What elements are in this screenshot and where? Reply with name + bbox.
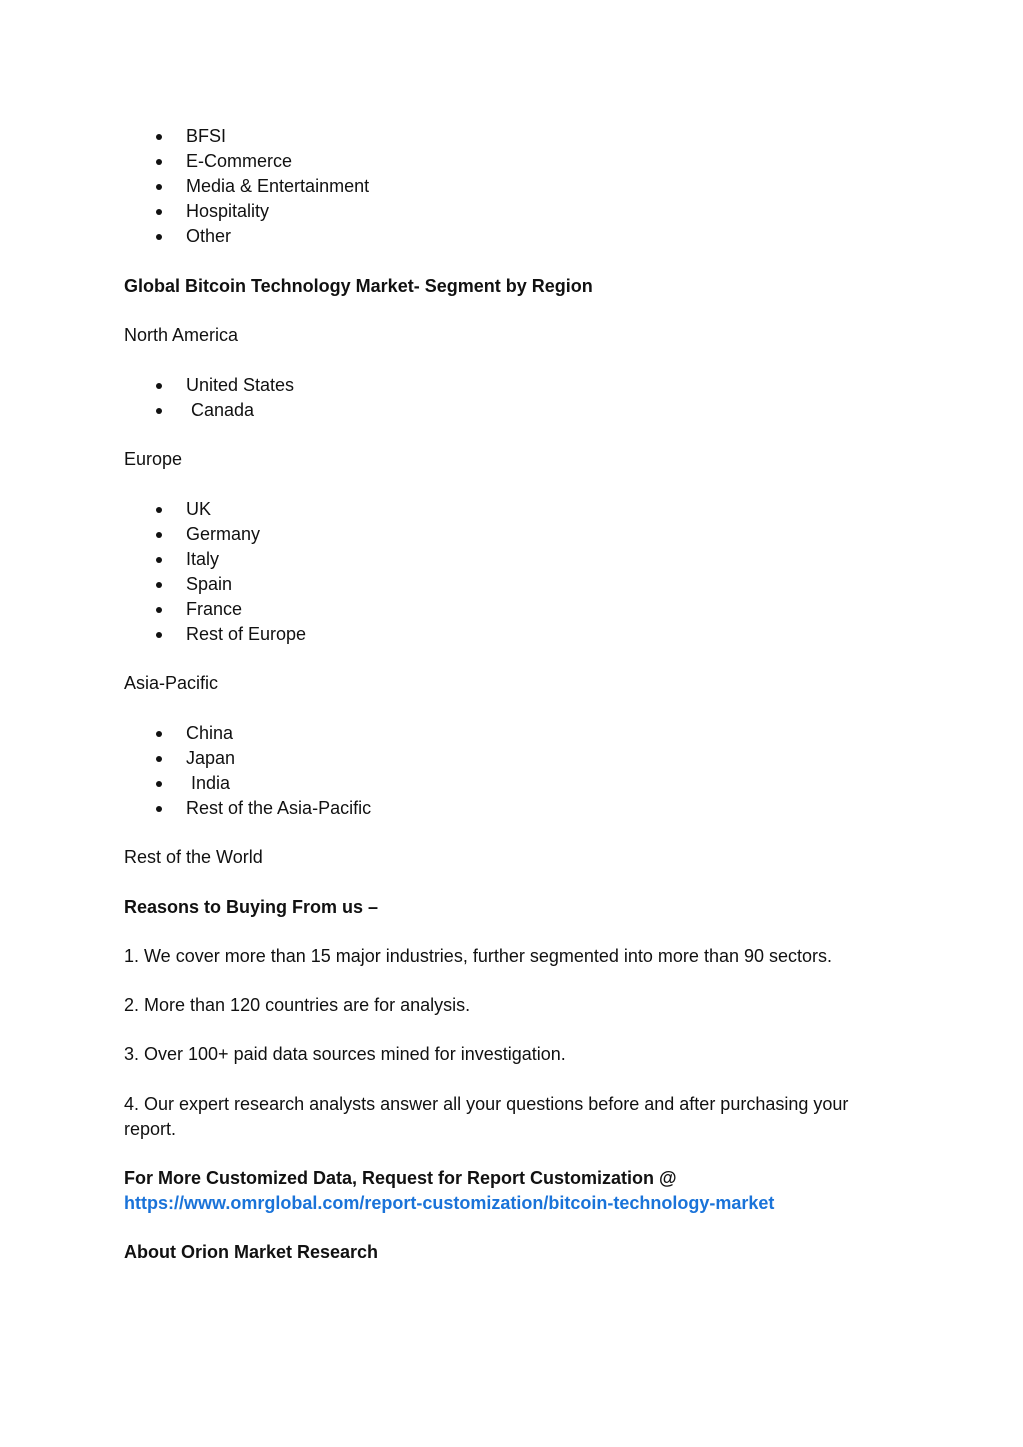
region-label-rest-of-world: Rest of the World (124, 847, 263, 867)
list-item: Germany (124, 522, 904, 547)
reason-item: 2. More than 120 countries are for analysis. (124, 995, 471, 1015)
list-item: China (124, 721, 904, 746)
bullet-icon (156, 209, 162, 215)
reason-item: 4. Our expert research analysts answer all your questions before and after purchasing your report. (124, 1094, 849, 1139)
list-item: Italy (124, 547, 904, 572)
list-item: United States (124, 373, 904, 398)
bullet-icon (156, 134, 162, 140)
customization-block (124, 1166, 904, 1216)
bullet-icon (156, 756, 162, 762)
list-item: Canada (124, 398, 904, 423)
list-item: Hospitality (124, 199, 904, 224)
list-item: BFSI (124, 124, 904, 149)
list-item: Spain (124, 572, 904, 597)
list-item: UK (124, 497, 904, 522)
bullet-icon (156, 159, 162, 165)
list-item: Other (124, 224, 904, 249)
list-item: Rest of the Asia-Pacific (124, 796, 904, 821)
region-label-north-america: North America (124, 325, 239, 345)
bullet-icon (156, 507, 162, 513)
bullet-icon (156, 408, 162, 414)
bullet-icon (156, 234, 162, 240)
industry-list (124, 124, 904, 249)
asia-pacific-list (124, 721, 904, 821)
list-item: France (124, 597, 904, 622)
bullet-icon (156, 607, 162, 613)
reasons-heading: Reasons to Buying From us – (124, 897, 379, 917)
bullet-icon (156, 532, 162, 538)
region-label-asia-pacific: Asia-Pacific (124, 673, 219, 693)
list-item: India (124, 771, 904, 796)
bullet-icon (156, 184, 162, 190)
region-label-europe: Europe (124, 449, 183, 469)
north-america-list (124, 373, 904, 423)
bullet-icon (156, 632, 162, 638)
about-heading: About Orion Market Research (124, 1242, 379, 1262)
customization-link[interactable]: https://www.omrglobal.com/report-customization/bitcoin-technology-market (124, 1193, 775, 1213)
list-item: E-Commerce (124, 149, 904, 174)
europe-list (124, 497, 904, 647)
customization-heading: For More Customized Data, Request for Report Customization @ (124, 1168, 677, 1188)
list-item: Japan (124, 746, 904, 771)
bullet-icon (156, 781, 162, 787)
reason-item: 1. We cover more than 15 major industries, further segmented into more than 90 sectors. (124, 946, 833, 966)
bullet-icon (156, 806, 162, 812)
bullet-icon (156, 557, 162, 563)
bullet-icon (156, 383, 162, 389)
reason-item: 3. Over 100+ paid data sources mined for investigation. (124, 1044, 566, 1064)
list-item: Rest of Europe (124, 622, 904, 647)
bullet-icon (156, 731, 162, 737)
bullet-icon (156, 582, 162, 588)
region-section-heading: Global Bitcoin Technology Market- Segment by Region (124, 276, 593, 296)
list-item: Media & Entertainment (124, 174, 904, 199)
